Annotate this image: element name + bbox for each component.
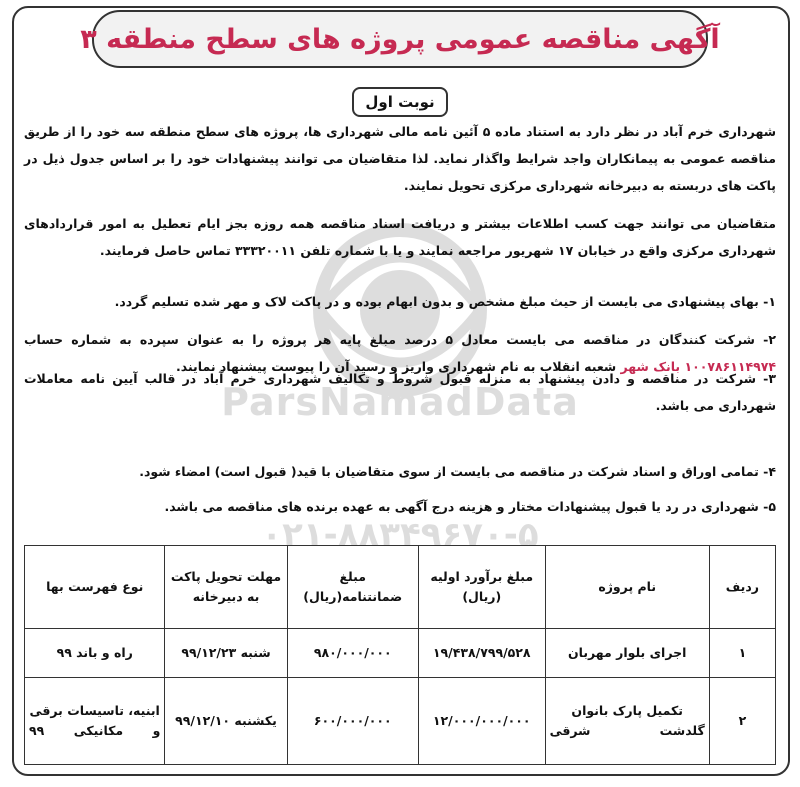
- condition-2-text: ۲- شرکت کنندگان در مناقصه می بایست معادل ۵ درصد مبلغ پایه هر پروژه را به عنوان سپرده به شماره حساب: [24, 332, 776, 347]
- cell-project-name: اجرای بلوار مهربان: [545, 629, 709, 678]
- condition-4: ۴- تمامی اوراق و اسناد شرکت در مناقصه می بایست از سوی متقاضیان با قید( قبول است) امضاء شود.: [139, 464, 776, 479]
- table-row: [25, 629, 776, 678]
- condition-1: ۱- بهای پیشنهادی می بایست از حیث مبلغ مشخص و بدون ابهام بوده و در پاکت لاک و مهر شده تسلیم گردد.: [114, 294, 776, 309]
- watermark-phone: ۰۲۱-۸۸۳۴۹۶۷۰-۵: [261, 515, 539, 555]
- condition-2-rest: شعبه انقلاب به نام شهرداری واریز و رسید آن را پیوست پیشنهاد نمایند.: [175, 359, 617, 374]
- intro-paragraph: شهرداری خرم آباد در نظر دارد به استناد ماده ۵ آئین نامه مالی شهرداری ها، پروژه های سطح منطقه سه خود را از طریق مناقصه عمومی به پیمانکاران واجد شرایط واگذار نماید. لذا متقاضیان می توانند پیشنهادات خود را بر اساس جدول ذیل در پاکت های دربسته به دبیرخانه شهرداری مرکزی تحویل نمایند.: [24, 124, 776, 193]
- condition-5: ۵- شهرداری در رد یا قبول پیشنهادات مختار و هزینه درج آگهی به عهده برنده های مناقصه می باشد.: [164, 499, 776, 514]
- cell-row-number: ۲: [709, 677, 775, 764]
- cell-project-name: تکمیل پارک بانوان گلدشت شرقی: [545, 677, 709, 764]
- title-banner: [80, 10, 720, 68]
- cell-estimate: ۱۹/۴۳۸/۷۹۹/۵۲۸: [418, 629, 545, 678]
- header-deadline: مهلت تحویل پاکت به دبیرخانه: [165, 546, 287, 629]
- cell-deadline: شنبه ۹۹/۱۲/۲۳: [165, 629, 287, 678]
- table-row: [25, 677, 776, 764]
- cell-guarantee: ۹۸۰/۰۰۰/۰۰۰: [287, 629, 418, 678]
- account-number: ۱۰۰۷۸۶۱۱۴۹۷۴ بانک شهر: [620, 359, 776, 374]
- cell-deadline: یکشنبه ۹۹/۱۲/۱۰: [165, 677, 287, 764]
- condition-3: ۳- شرکت در مناقصه و دادن پیشنهاد به منزله قبول شروط و تکالیف شهرداری خرم آباد در قالب آیین نامه معاملات شهرداری می باشد.: [24, 371, 776, 413]
- cell-price-list: ابنیه، تاسیسات برقی و مکانیکی ۹۹: [25, 677, 165, 764]
- table-header-row: [25, 546, 776, 629]
- header-row-number: ردیف: [709, 546, 775, 629]
- notice-title: آگهی مناقصه عمومی پروژه های سطح منطقه ۳: [80, 23, 720, 55]
- header-estimate: مبلغ برآورد اولیه (ریال): [418, 546, 545, 629]
- cell-estimate: ۱۲/۰۰۰/۰۰۰/۰۰۰: [418, 677, 545, 764]
- header-guarantee: مبلغ ضمانتنامه(ریال): [287, 546, 418, 629]
- round-badge: [352, 87, 448, 117]
- header-price-list: نوع فهرست بها: [25, 546, 165, 629]
- cell-price-list: راه و باند ۹۹: [25, 629, 165, 678]
- tender-table: [24, 545, 776, 765]
- watermark-brand: ParsNamadData: [221, 380, 579, 424]
- info-paragraph: متقاضیان می توانند جهت کسب اطلاعات بیشتر و دریافت اسناد مناقصه همه روزه بجز ایام تعطیل به امور قراردادهای شهرداری مرکزی واقع در خیابان ۱۷ شهریور مراجعه نمایند و یا با شماره تلفن ۳۳۳۲۰۰۱۱ تماس حاصل فرمایند.: [24, 216, 776, 258]
- round-label: نوبت اول: [365, 93, 435, 111]
- cell-row-number: ۱: [709, 629, 775, 678]
- cell-guarantee: ۶۰۰/۰۰۰/۰۰۰: [287, 677, 418, 764]
- header-project-name: نام پروژه: [545, 546, 709, 629]
